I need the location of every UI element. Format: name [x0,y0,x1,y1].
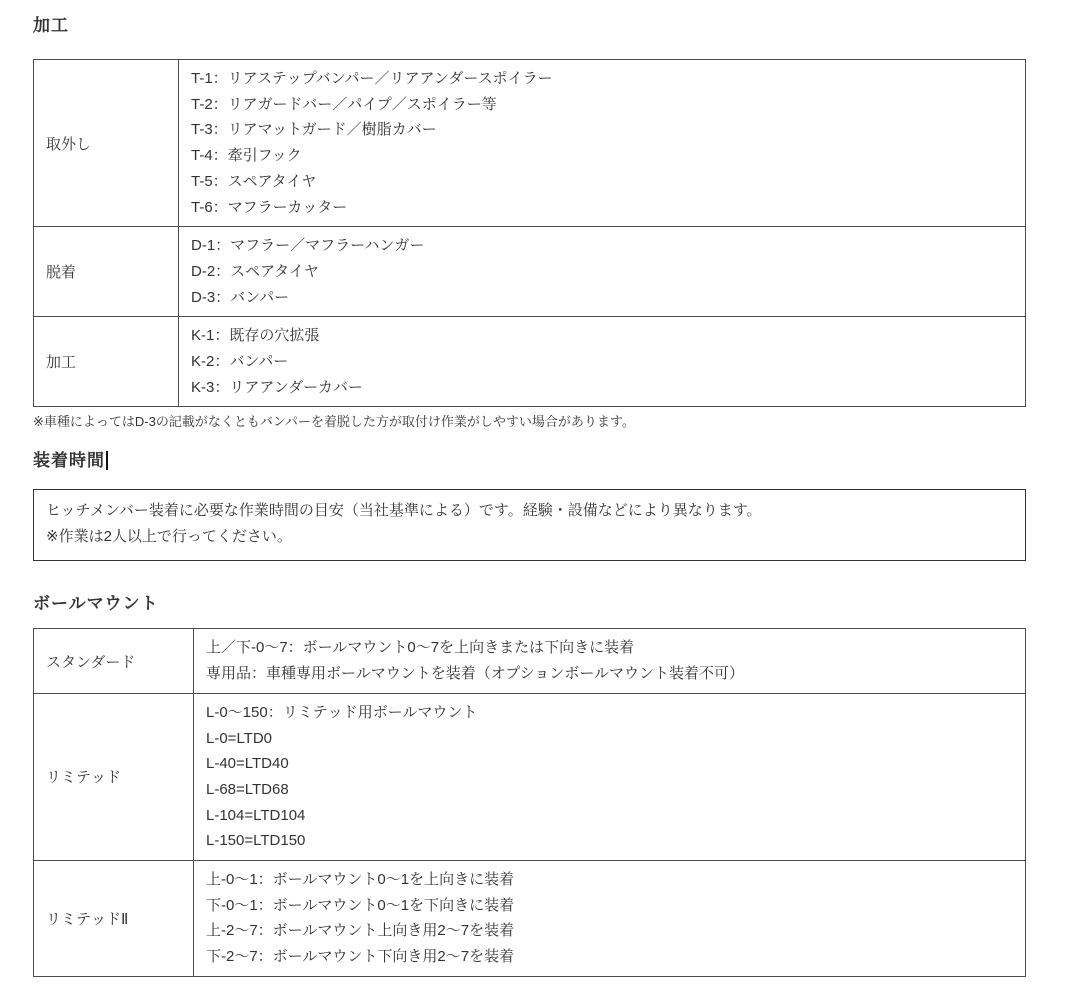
row-items-cell [179,227,1026,317]
item-line: T-6：マフラーカッター [191,198,348,216]
info-box-line: ヒッチメンバー装着に必要な作業時間の目安（当社基準による）です。経験・設備などにより異なります。 [46,502,762,520]
item-line: L-150=LTD150 [206,832,306,850]
row-items-cell [194,693,1026,860]
item-line: T-3：リアマットガード／樹脂カバー [191,121,437,139]
section-heading-ballmount: ボールマウント [33,594,159,614]
item-line: K-2：バンパー [191,353,289,371]
row-items-cell [194,629,1026,693]
table-row [34,227,1026,317]
processing-note: ※車種によってはD-3の記載がなくともバンパーを着脱した方が取付け作業がしやすい場合があります。 [33,414,635,430]
item-line: L-104=LTD104 [206,806,306,824]
ballmount-table-body [34,629,1026,976]
row-category-label: リミテッド [34,693,194,860]
row-category-label: 加工 [34,317,179,407]
section-heading-installation-time [33,451,1026,471]
item-line: L-0～150：リミテッド用ボールマウント [206,703,478,721]
table-row [34,317,1026,407]
item-line: 上／下-0～7：ボールマウント0～7を上向きまたは下向きに装着 [206,639,635,657]
row-items-cell [179,60,1026,227]
text-edit-cursor [106,451,108,470]
item-line: L-0=LTD0 [206,729,273,747]
info-box-line: ※作業は2人以上で行ってください。 [46,528,292,546]
row-category-label: リミテッドⅡ [34,861,194,977]
row-items-cell [194,861,1026,977]
table-row [34,693,1026,860]
section-heading-processing: 加工 [33,16,69,35]
item-line: K-3：リアアンダーカバー [191,378,363,396]
item-line: L-68=LTD68 [206,780,289,798]
item-line: D-2：スペアタイヤ [191,262,319,280]
item-line: L-40=LTD40 [206,755,289,773]
item-line: 上-2～7：ボールマウント上向き用2～7を装着 [206,922,515,940]
item-line: K-1：既存の穴拡張 [191,327,320,345]
item-line: 上-0～1：ボールマウント0～1を上向きに装着 [206,871,515,889]
row-items-cell [179,317,1026,407]
row-category-label: 脱着 [34,227,179,317]
item-line: D-1：マフラー／マフラーハンガー [191,237,425,255]
installation-time-info-box [33,489,1026,561]
item-line: T-5：スペアタイヤ [191,172,317,190]
item-line: 下-2～7：ボールマウント下向き用2～7を装着 [206,948,515,966]
processing-table-body [34,60,1026,407]
item-line: D-3：バンパー [191,288,290,306]
item-line: T-2：リアガードバー／パイプ／スポイラー等 [191,95,497,113]
processing-table [33,59,1026,407]
table-row [34,60,1026,227]
item-line: T-4：牽引フック [191,147,302,165]
item-line: T-1：リアステップバンパー／リアアンダースポイラー [191,70,553,87]
installation-time-heading-text: 装着時間 [33,451,105,471]
row-category-label: 取外し [34,60,179,227]
ballmount-table [33,628,1026,976]
table-row [34,861,1026,977]
row-category-label: スタンダード [34,629,194,693]
table-row [34,629,1026,693]
item-line: 下-0～1：ボールマウント0～1を下向きに装着 [206,896,515,914]
item-line: 専用品：車種専用ボールマウントを装着（オプションボールマウント装着不可） [206,665,745,683]
